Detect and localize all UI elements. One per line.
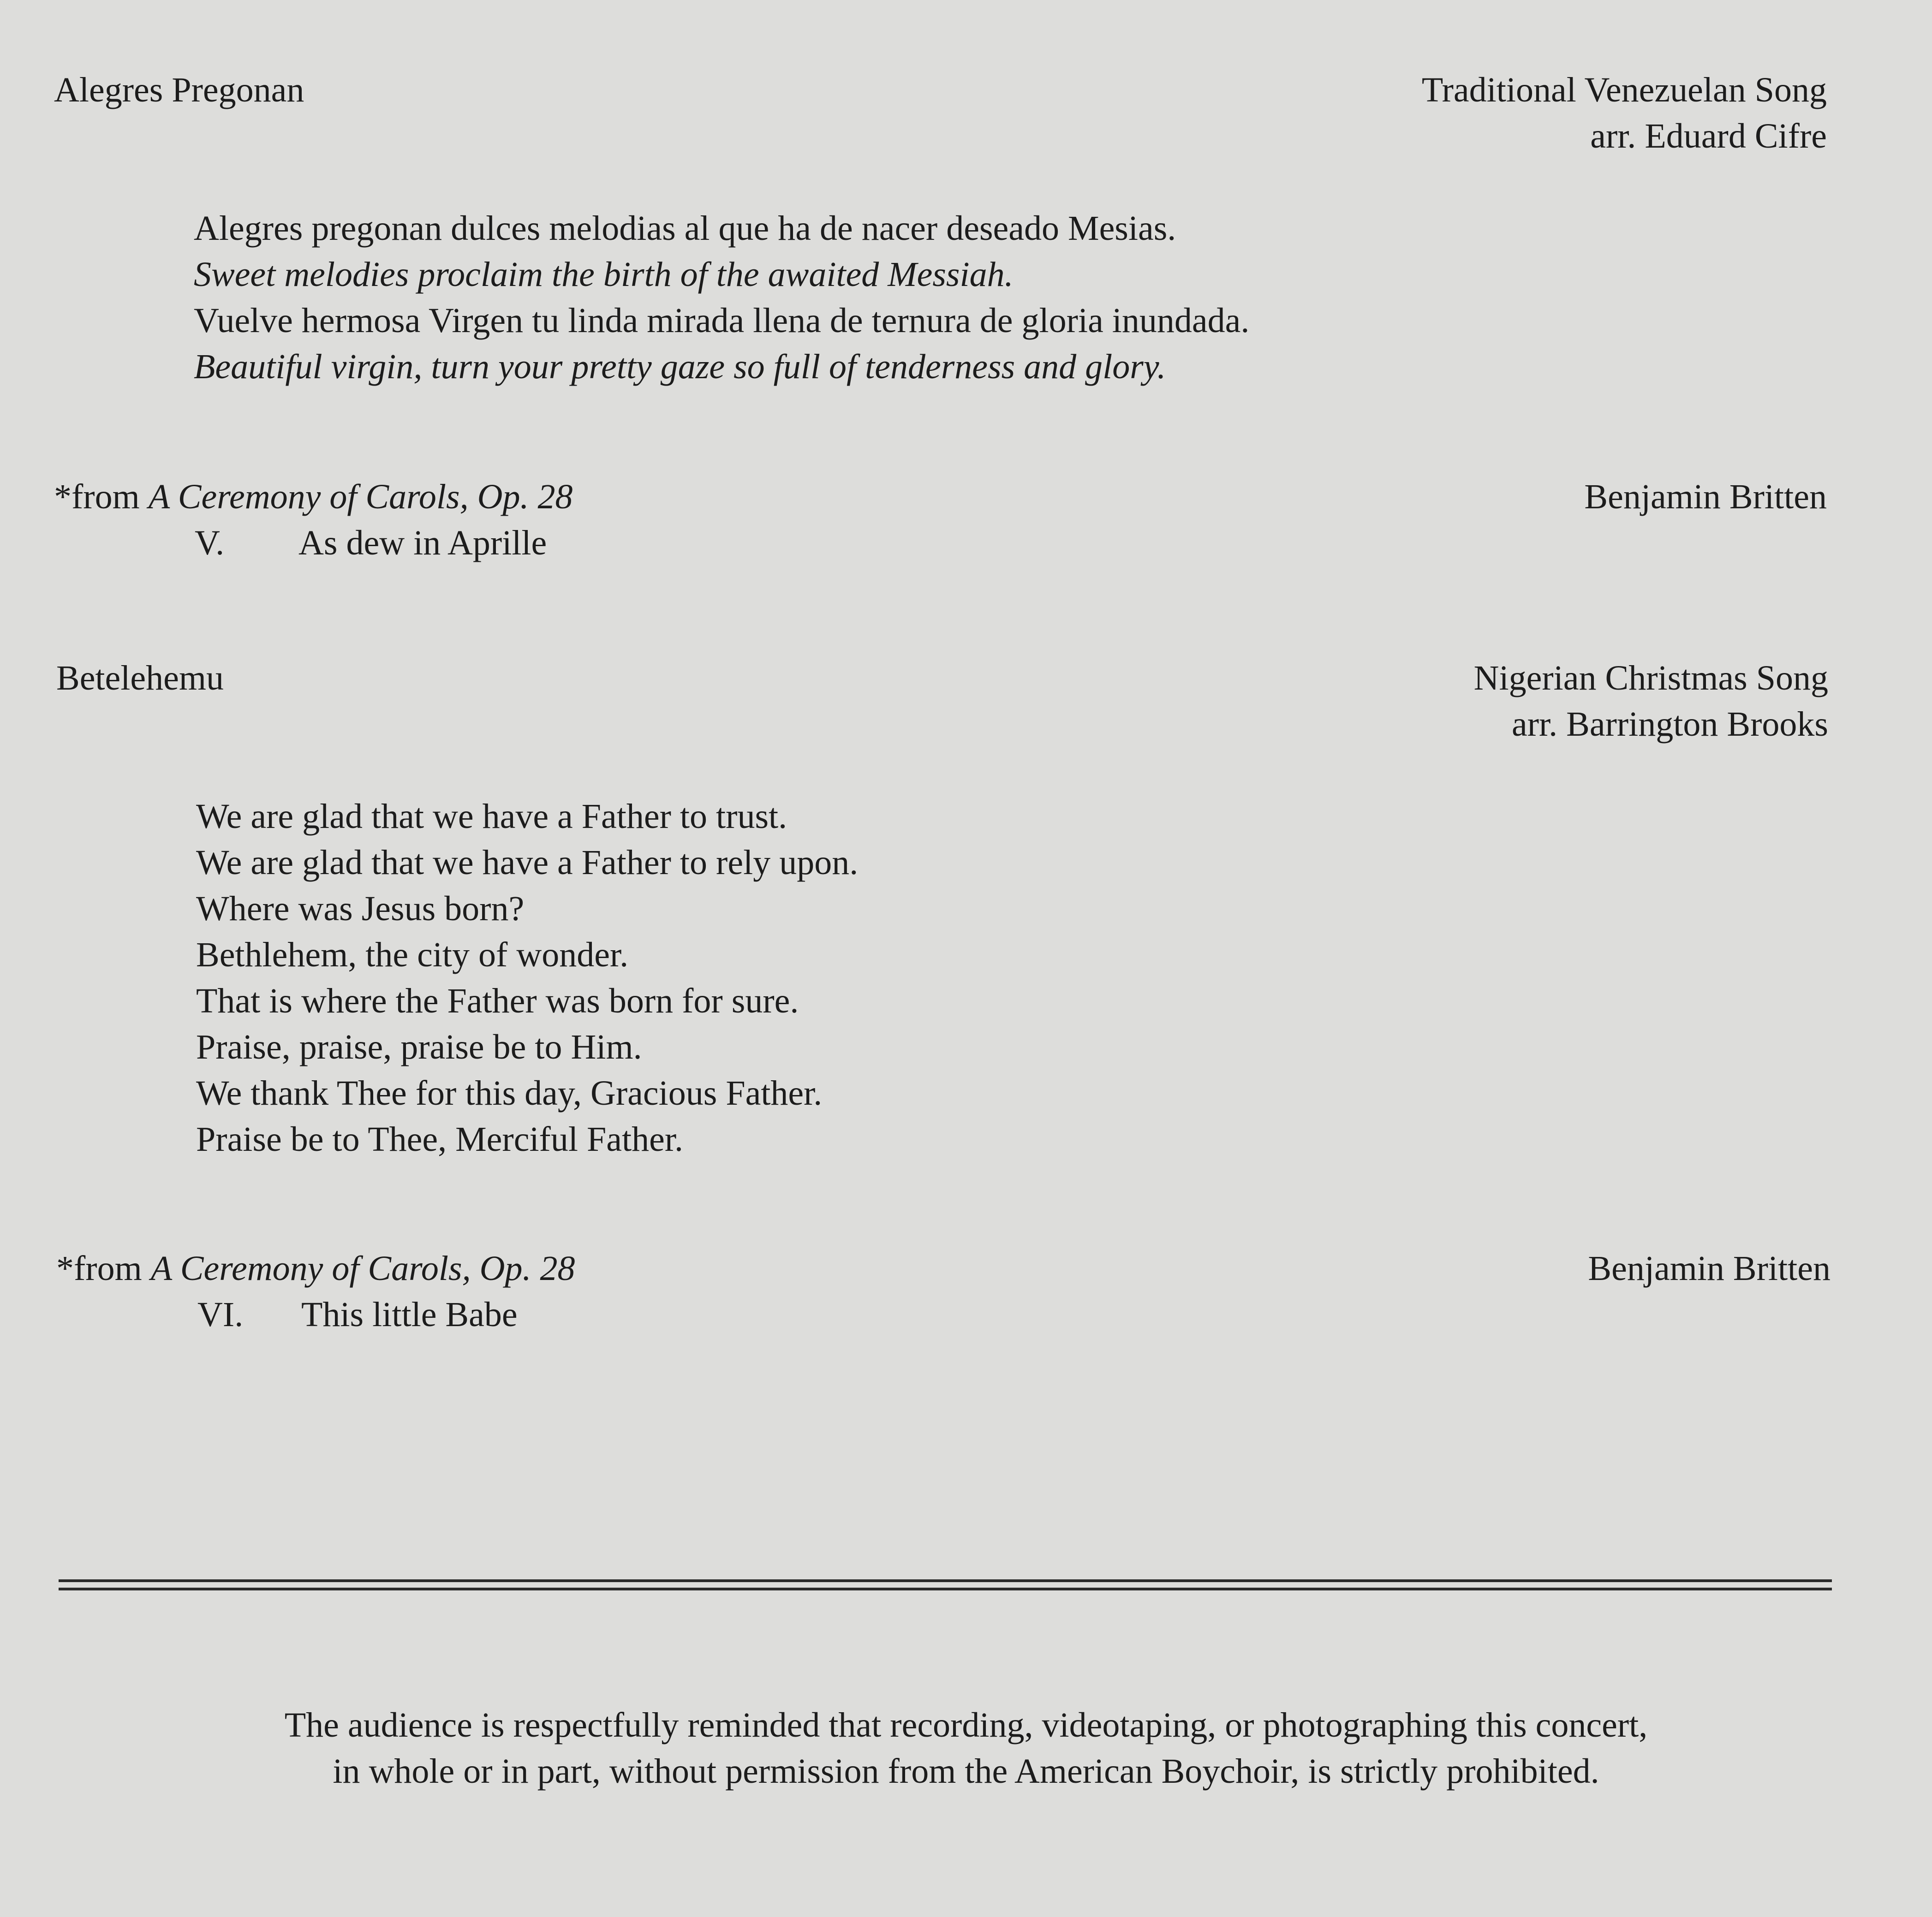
movement-number: VI. — [197, 1295, 244, 1334]
piece-title: Alegres Pregonan — [54, 71, 304, 109]
work-title: A Ceremony of Carols, Op. 28 — [150, 1249, 575, 1288]
lyric-translation: Beautiful virgin, turn your pretty gaze so full of tenderness and glory. — [194, 347, 1166, 386]
divider-rule-top — [59, 1579, 1832, 1582]
piece-title: Betelehemu — [56, 659, 224, 697]
work-title: A Ceremony of Carols, Op. 28 — [148, 477, 573, 516]
piece-title — [56, 1245, 575, 1292]
lyric-line: Bethlehem, the city of wonder. — [196, 935, 629, 974]
lyric-line: We are glad that we have a Father to trust. — [196, 797, 787, 836]
movement-title: This little Babe — [301, 1295, 518, 1334]
lyric-line: Vuelve hermosa Virgen tu linda mirada llena de ternura de gloria inundada. — [194, 301, 1250, 340]
composer-credit: Benjamin Britten — [1584, 477, 1827, 516]
recording-notice-line2: in whole or in part, without permission from the American Boychoir, is strictly prohibited. — [333, 1752, 1599, 1791]
lyric-line: Praise, praise, praise be to Him. — [196, 1028, 642, 1066]
lyric-translation: Sweet melodies proclaim the birth of the awaited Messiah. — [194, 255, 1014, 294]
lyric-line: Praise be to Thee, Merciful Father. — [196, 1120, 683, 1159]
recording-notice-line1: The audience is respectfully reminded that recording, videotaping, or photographing this concert, — [284, 1706, 1648, 1744]
arranger-credit: arr. Eduard Cifre — [1590, 117, 1827, 155]
from-prefix: *from — [54, 477, 149, 516]
composer-credit: Benjamin Britten — [1588, 1249, 1831, 1288]
arranger-credit: arr. Barrington Brooks — [1511, 705, 1828, 744]
composer-credit: Nigerian Christmas Song — [1473, 659, 1828, 697]
lyric-line: We are glad that we have a Father to rely upon. — [196, 843, 859, 882]
movement-line — [197, 1292, 518, 1338]
lyric-line: Alegres pregonan dulces melodias al que ha de nacer deseado Mesias. — [194, 209, 1176, 248]
lyric-line: We thank Thee for this day, Gracious Father. — [196, 1074, 823, 1113]
movement-line — [195, 520, 547, 566]
movement-title: As dew in Aprille — [298, 524, 547, 562]
lyric-line: That is where the Father was born for sure. — [196, 982, 799, 1020]
piece-title — [54, 474, 572, 520]
from-prefix: *from — [56, 1249, 151, 1288]
movement-number: V. — [195, 524, 225, 562]
divider-rule-bottom — [59, 1588, 1832, 1590]
composer-credit: Traditional Venezuelan Song — [1421, 71, 1827, 109]
lyric-line: Where was Jesus born? — [196, 889, 525, 928]
